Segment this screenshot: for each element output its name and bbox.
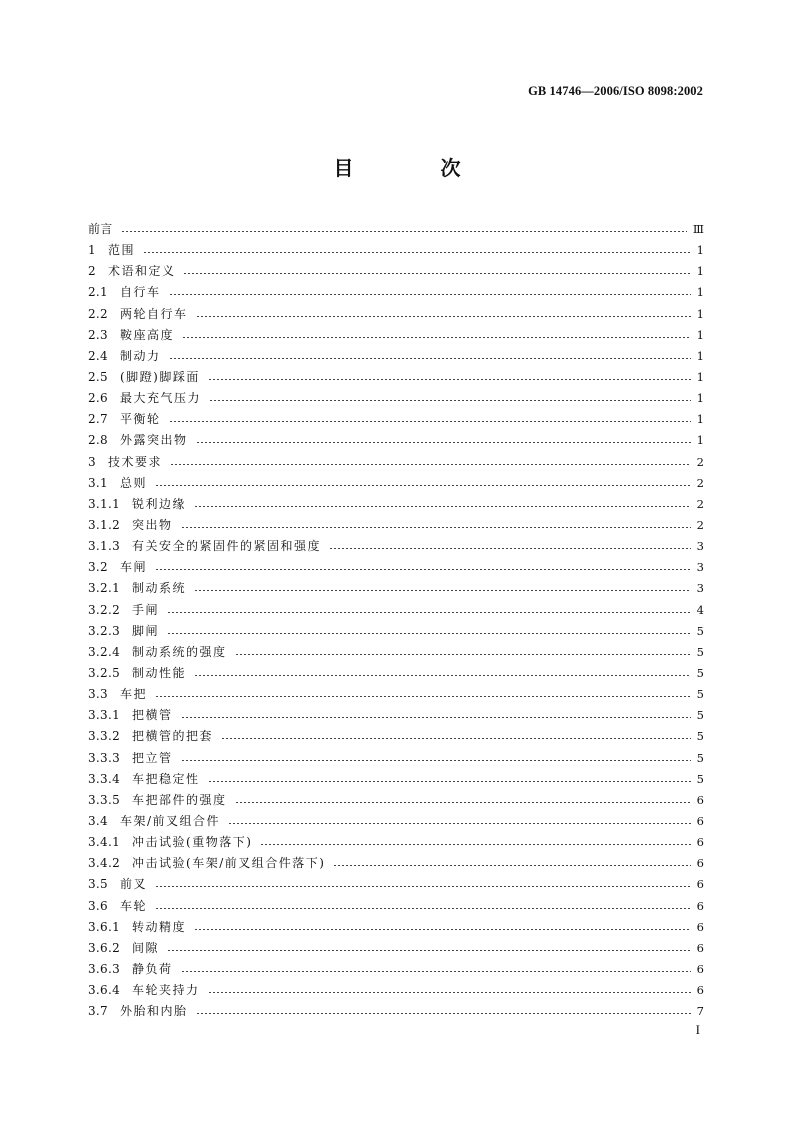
toc-entry-number: 2.2: [88, 306, 108, 321]
toc-entry-page: 5: [696, 687, 704, 702]
toc-entry-page: 1: [696, 433, 704, 448]
toc-entry-title: 把立管: [132, 750, 173, 765]
toc-entry-page: 5: [696, 708, 704, 723]
toc-entry[interactable]: [88, 515, 704, 536]
toc-entry-number: 3.3.4: [88, 771, 121, 786]
toc-entry-number: 3.3.2: [88, 729, 121, 744]
toc-dot-leader: [194, 506, 691, 507]
toc-dot-leader: [169, 358, 691, 359]
toc-entry-page: 6: [696, 961, 704, 976]
toc-entry-title: 车把稳定性: [132, 771, 200, 786]
toc-entry-number: 3.6.1: [88, 919, 121, 934]
toc-entry-number: 3.3.5: [88, 792, 121, 807]
toc-entry-number: 2.1: [88, 285, 108, 300]
toc-entry[interactable]: [88, 663, 704, 684]
toc-entry-title: 把横管的把套: [132, 729, 214, 744]
toc-entry-page: 6: [696, 919, 704, 934]
toc-entry-number: 3.1.3: [88, 539, 121, 554]
toc-entry[interactable]: [88, 578, 704, 599]
toc-entry[interactable]: [88, 959, 704, 980]
toc-dot-leader: [155, 485, 691, 486]
toc-entry[interactable]: [88, 811, 704, 832]
table-of-contents: [88, 219, 704, 1022]
toc-entry[interactable]: [88, 388, 704, 409]
toc-entry[interactable]: [88, 536, 704, 557]
toc-entry-page: Ⅲ: [692, 222, 704, 236]
toc-entry-number: 3.3: [88, 687, 108, 702]
toc-entry-number: 3.1: [88, 475, 108, 490]
toc-entry-page: 1: [696, 264, 704, 279]
toc-entry[interactable]: [88, 874, 704, 895]
toc-entry[interactable]: [88, 346, 704, 367]
toc-dot-leader: [208, 781, 691, 782]
toc-entry[interactable]: [88, 917, 704, 938]
toc-entry[interactable]: [88, 325, 704, 346]
toc-entry[interactable]: [88, 367, 704, 388]
toc-dot-leader: [196, 1013, 691, 1014]
toc-dot-leader: [170, 464, 691, 465]
toc-dot-leader: [167, 950, 691, 951]
toc-entry-title: 总则: [119, 475, 147, 490]
toc-entry[interactable]: [88, 726, 704, 747]
toc-entry-page: 1: [696, 348, 704, 363]
toc-entry-number: 3.2.5: [88, 665, 121, 680]
toc-entry-number: 2.7: [88, 412, 108, 427]
toc-entry-page: 1: [696, 306, 704, 321]
toc-dot-leader: [194, 929, 691, 930]
toc-entry-page: 2: [696, 517, 704, 532]
toc-entry-title: 车轮夹持力: [132, 983, 200, 998]
toc-dot-leader: [143, 252, 691, 253]
toc-entry-page: 6: [696, 983, 704, 998]
toc-entry-title: 车架/前叉组合件: [119, 813, 221, 828]
toc-entry-number: 3.1.1: [88, 496, 121, 511]
toc-entry-number: 3.2.4: [88, 644, 121, 659]
toc-entry[interactable]: [88, 684, 704, 705]
toc-dot-leader: [196, 316, 691, 317]
toc-dot-leader: [169, 294, 691, 295]
toc-entry-title: 脚闸: [132, 623, 160, 638]
toc-entry[interactable]: [88, 621, 704, 642]
toc-entry-page: 3: [696, 539, 704, 554]
toc-entry-number: 3.5: [88, 877, 108, 892]
toc-entry[interactable]: [88, 748, 704, 769]
toc-entry-number: 3.4.1: [88, 835, 121, 850]
toc-dot-leader: [260, 844, 690, 845]
toc-entry[interactable]: [88, 409, 704, 430]
toc-entry-page: 1: [696, 327, 704, 342]
toc-entry-title: (脚蹬)脚踩面: [119, 369, 200, 384]
toc-dot-leader: [228, 823, 691, 824]
toc-entry-page: 5: [696, 750, 704, 765]
toc-dot-leader: [209, 400, 691, 401]
toc-entry-page: 6: [696, 877, 704, 892]
toc-entry-page: 4: [696, 602, 704, 617]
toc-entry-number: 3.1.2: [88, 517, 121, 532]
toc-entry-title: 转动精度: [132, 919, 187, 934]
toc-entry[interactable]: [88, 304, 704, 325]
toc-entry[interactable]: [88, 600, 704, 621]
toc-entry[interactable]: [88, 452, 704, 473]
toc-entry-page: 2: [696, 496, 704, 511]
toc-entry-number: 2.8: [88, 433, 108, 448]
toc-entry-number: 2.3: [88, 327, 108, 342]
toc-entry[interactable]: [88, 938, 704, 959]
toc-dot-leader: [329, 548, 691, 549]
toc-dot-leader: [194, 675, 691, 676]
toc-entry-title: 车把部件的强度: [132, 792, 227, 807]
toc-dot-leader: [121, 231, 687, 232]
toc-entry[interactable]: [88, 473, 704, 494]
toc-entry-page: 1: [696, 391, 704, 406]
toc-entry-page: 2: [696, 475, 704, 490]
toc-entry-title: 锐利边缘: [132, 496, 187, 511]
toc-entry-number: 2.6: [88, 391, 108, 406]
toc-entry-number: 3.6.2: [88, 940, 121, 955]
toc-entry-page: 6: [696, 792, 704, 807]
toc-entry[interactable]: [88, 832, 704, 853]
toc-entry-title: 突出物: [132, 517, 173, 532]
toc-entry[interactable]: [88, 853, 704, 874]
toc-dot-leader: [169, 421, 691, 422]
toc-entry-number: 3: [88, 454, 96, 469]
toc-entry-title: 前叉: [119, 877, 147, 892]
toc-entry-number: 3.4: [88, 813, 108, 828]
toc-entry[interactable]: [88, 494, 704, 515]
toc-entry-page: 3: [696, 581, 704, 596]
toc-entry-number: 3.2.2: [88, 602, 121, 617]
toc-entry-title: 制动力: [119, 348, 161, 363]
toc-entry-page: 5: [696, 644, 704, 659]
toc-entry-number: 3.6: [88, 898, 108, 913]
toc-dot-leader: [167, 612, 691, 613]
toc-entry-title: 术语和定义: [107, 264, 176, 279]
toc-entry-title: 车闸: [119, 560, 147, 575]
toc-dot-leader: [155, 886, 691, 887]
toc-entry-page: 5: [696, 729, 704, 744]
toc-entry[interactable]: [88, 896, 704, 917]
toc-entry-title: 外胎和内胎: [119, 1004, 188, 1019]
toc-entry-number: 3.2: [88, 560, 108, 575]
toc-entry-number: 3.3.3: [88, 750, 121, 765]
page-number: I: [695, 1022, 700, 1037]
toc-dot-leader: [208, 992, 691, 993]
toc-dot-leader: [167, 633, 691, 634]
toc-dot-leader: [182, 337, 691, 338]
toc-entry-number: 3.2.3: [88, 623, 121, 638]
toc-entry-number: 2.5: [88, 369, 108, 384]
toc-entry-page: 6: [696, 856, 704, 871]
toc-entry-page: 3: [696, 560, 704, 575]
toc-entry-page: 5: [696, 771, 704, 786]
toc-entry[interactable]: [88, 557, 704, 578]
toc-entry-number: 2.4: [88, 348, 108, 363]
toc-entry-page: 6: [696, 835, 704, 850]
toc-entry[interactable]: [88, 642, 704, 663]
toc-dot-leader: [235, 802, 691, 803]
toc-entry-number: 前言: [88, 222, 113, 236]
toc-entry[interactable]: [88, 790, 704, 811]
toc-entry-page: 6: [696, 898, 704, 913]
toc-entry-page: 1: [696, 243, 704, 258]
toc-entry[interactable]: [88, 705, 704, 726]
toc-entry[interactable]: [88, 261, 704, 282]
toc-dot-leader: [196, 442, 691, 443]
toc-entry-title: 平衡轮: [119, 412, 161, 427]
toc-dot-leader: [155, 696, 691, 697]
toc-entry[interactable]: [88, 219, 704, 240]
toc-entry-page: 5: [696, 623, 704, 638]
toc-entry-page: 1: [696, 412, 704, 427]
toc-entry-page: 7: [696, 1004, 704, 1019]
toc-entry-number: 1: [88, 243, 96, 258]
toc-entry-page: 1: [696, 369, 704, 384]
toc-entry-number: 3.4.2: [88, 856, 121, 871]
toc-dot-leader: [181, 717, 691, 718]
toc-entry[interactable]: [88, 769, 704, 790]
toc-dot-leader: [221, 738, 691, 739]
toc-entry[interactable]: [88, 980, 704, 1001]
toc-entry-title: 车把: [119, 687, 147, 702]
toc-entry-title: 制动系统的强度: [132, 644, 227, 659]
toc-entry-number: 3.3.1: [88, 708, 121, 723]
toc-entry-page: 2: [696, 454, 704, 469]
toc-dot-leader: [155, 569, 691, 570]
toc-entry[interactable]: [88, 1001, 704, 1022]
toc-entry-title: 鞍座高度: [119, 327, 174, 342]
toc-dot-leader: [181, 527, 691, 528]
toc-entry-title: 间隙: [132, 940, 160, 955]
toc-entry-number: 3.2.1: [88, 581, 121, 596]
toc-entry-title: 静负荷: [132, 961, 173, 976]
toc-entry-title: 制动系统: [132, 581, 187, 596]
toc-entry-title: 两轮自行车: [119, 306, 188, 321]
toc-dot-leader: [155, 908, 691, 909]
toc-entry-number: 3.7: [88, 1004, 108, 1019]
toc-entry-title: 车轮: [119, 898, 147, 913]
toc-entry[interactable]: [88, 430, 704, 451]
toc-dot-leader: [181, 760, 691, 761]
toc-entry-number: 3.6.4: [88, 983, 121, 998]
toc-entry-title: 范围: [107, 243, 135, 258]
document-code: GB 14746—2006/ISO 8098:2002: [528, 84, 703, 98]
toc-entry-title: 自行车: [119, 285, 161, 300]
toc-entry-title: 外露突出物: [119, 433, 188, 448]
toc-entry-page: 1: [696, 285, 704, 300]
page-title: 目 次: [333, 156, 501, 180]
toc-dot-leader: [208, 379, 691, 380]
toc-entry-number: 2: [88, 264, 96, 279]
toc-entry-page: 5: [696, 665, 704, 680]
toc-dot-leader: [194, 590, 691, 591]
toc-entry-title: 制动性能: [132, 665, 187, 680]
toc-entry-title: 技术要求: [107, 454, 162, 469]
toc-entry[interactable]: [88, 240, 704, 261]
toc-entry-title: 最大充气压力: [119, 391, 201, 406]
toc-dot-leader: [181, 971, 691, 972]
toc-entry-number: 3.6.3: [88, 961, 121, 976]
toc-entry[interactable]: [88, 282, 704, 303]
toc-dot-leader: [235, 654, 691, 655]
toc-entry-title: 手闸: [132, 602, 160, 617]
toc-entry-page: 6: [696, 940, 704, 955]
toc-dot-leader: [333, 865, 690, 866]
toc-entry-title: 有关安全的紧固件的紧固和强度: [132, 539, 322, 554]
toc-entry-title: 冲击试验(车架/前叉组合件落下): [132, 856, 326, 871]
toc-dot-leader: [183, 273, 690, 274]
toc-entry-title: 冲击试验(重物落下): [132, 835, 253, 850]
toc-entry-title: 把横管: [132, 708, 173, 723]
toc-entry-page: 6: [696, 813, 704, 828]
